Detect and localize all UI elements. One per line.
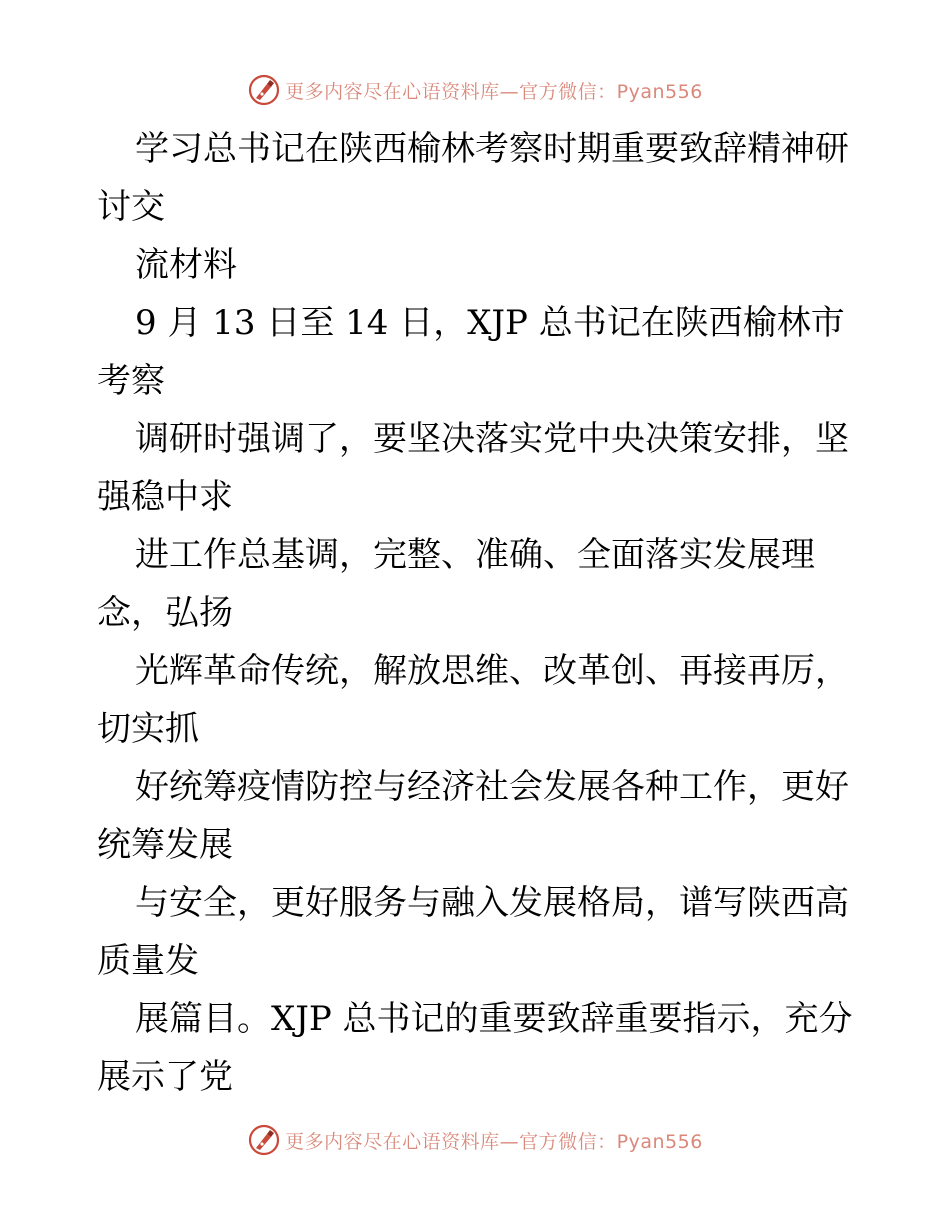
text-line: 调研时强调了，要坚决落实党中央决策安排，坚 (135, 419, 849, 459)
text-line: 光辉革命传统，解放思维、改革创、再接再厉， (135, 651, 849, 691)
text-line: 9 月 13 日至 14 日，XJP 总书记在陕西榆林市 (135, 303, 845, 343)
text-line: 好统筹疫情防控与经济社会发展各种工作，更好 (135, 767, 849, 807)
text-line: 与安全，更好服务与融入发展格局，谱写陕西高 (135, 883, 849, 923)
document-body (97, 120, 857, 1106)
header-banner (0, 70, 950, 110)
banner-text: 更多内容尽在心语资料库—官方微信：Pyan556 (285, 1130, 703, 1153)
text-line: 念，弘扬 (97, 593, 233, 633)
pen-nib-circle-icon (247, 73, 281, 107)
banner-text: 更多内容尽在心语资料库—官方微信：Pyan556 (285, 80, 703, 103)
text-line: 讨交 (97, 187, 165, 227)
text-line: 质量发 (97, 941, 199, 981)
text-line: 切实抓 (97, 709, 199, 749)
text-line: 进工作总基调，完整、准确、全面落实发展理 (135, 535, 815, 575)
text-line: 展篇目。XJP 总书记的重要致辞重要指示，充分 (135, 999, 853, 1039)
footer-banner (0, 1120, 950, 1160)
text-line: 流材料 (135, 245, 237, 285)
text-line: 考察 (97, 361, 165, 401)
text-line: 强稳中求 (97, 477, 233, 517)
text-line: 展示了党 (97, 1057, 233, 1097)
text-line: 学习总书记在陕西榆林考察时期重要致辞精神研 (135, 129, 849, 169)
pen-nib-circle-icon (247, 1123, 281, 1157)
text-line: 统筹发展 (97, 825, 233, 865)
